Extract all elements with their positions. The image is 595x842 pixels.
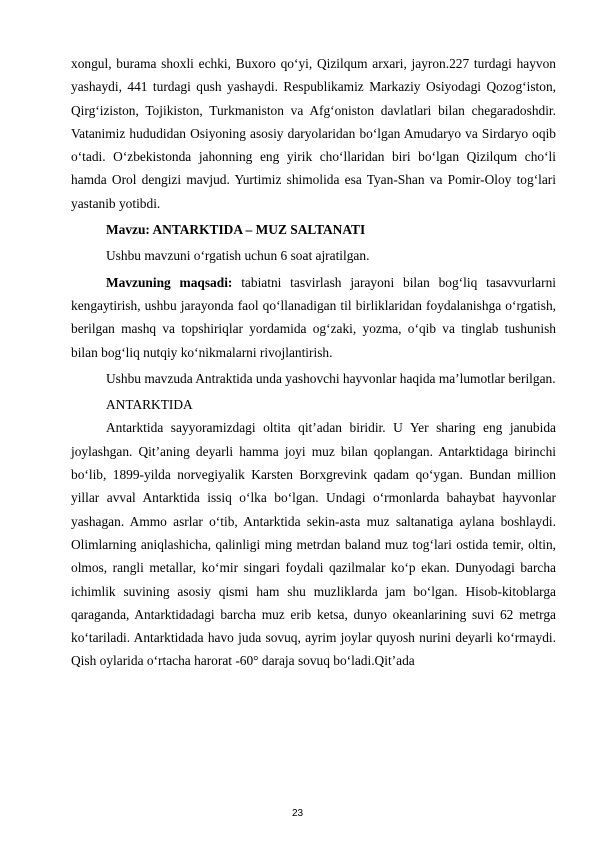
goal-paragraph xyxy=(71,271,556,364)
time-note: Ushbu mavzuni o‘rgatish uchun 6 soat ajratilgan. xyxy=(106,248,370,264)
goal-label: Mavzuning maqsadi: xyxy=(106,274,233,290)
page-number: 23 xyxy=(291,808,304,819)
topic-info: Ushbu mavzuda Antraktida unda yashovchi hayvonlar haqida ma’lumotlar berilgan. xyxy=(106,370,556,386)
body-text: Antarktida sayyoramizdagi oltita qit’adan biridir. U Yer sharing eng janubida joylashgan. Qit’aning deyarli hamma joyi muz bilan qoplangan. Antarktidaga birinchi bo‘lib, 1899-yilda norvegiyalik Karsten Borxgrevink qadam qo‘ygan. Bundan million yillar avval Antarktida issiq o‘lka bo‘lgan. Undagi o‘rmonlarda bahaybat hayvonlar yashagan. Ammo asrlar o‘tib, Antarktida sekin-asta muz saltanatiga aylana boshlaydi. Olimlarning aniqlashicha, qalinligi ming metrdan baland muz tog‘lari ostida temir, oltin, olmos, rangli metallar, ko‘mir singari foydali qazilmalar ko‘p ekan. Dunyodagi barcha ichimlik suvining asosiy qismi ham shu muzliklarda jam bo‘lgan. Hisob-kitoblarga qaraganda, Antarktidadagi barcha muz erib ketsa, dunyo okeanlarining suvi 62 metrga ko‘tariladi. Antarktidada havo juda sovuq, ayrim joylar quyosh nurini deyarli ko‘rmaydi. Qish oylarida o‘rtacha harorat -60° daraja sovuq bo‘ladi.Qit’ada xyxy=(71,420,556,669)
section-title: ANTARKTIDA xyxy=(106,397,193,413)
topic-heading: Mavzu: ANTARKTIDA – MUZ SALTANATI xyxy=(106,222,366,238)
goal-text: tabiatni tasvirlash jarayoni bilan bog‘liq tasavvurlarni kengaytirish, ushbu jarayonda faol qo‘llanadigan til birliklaridan foydalanishga o‘rgatish, berilgan mashq va topshiriqlar yordamida og‘zaki, yozma, o‘qib va tinglab tushunish bilan bog‘liq nutqiy ko‘nikmalarni rivojlantirish. xyxy=(71,274,556,360)
paragraph-intro: xongul, burama shoxli echki, Buxoro qo‘yi, Qizilqum arxari, jayron.227 turdagi hayvon yashaydi, 441 turdagi qush yashaydi. Respublikamiz Markaziy Osiyodagi Qozog‘iston, Qirg‘iziston, Tojikiston, Turkmaniston va Afg‘oniston davlatlari bilan chegaradoshdir. Vatanimiz hududidan Osiyoning asosiy daryolaridan bo‘lgan Amudaryo va Sirdaryo oqib o‘tadi. O‘zbekistonda jahonning eng yirik cho‘llaridan biri bo‘lgan Qizilqum cho‘li hamda Orol dengizi mavjud. Yurtimiz shimolida esa Tyan-Shan va Pomir-Oloy tog‘lari yastanib yotibdi. xyxy=(71,56,556,211)
page-body xyxy=(71,52,556,673)
